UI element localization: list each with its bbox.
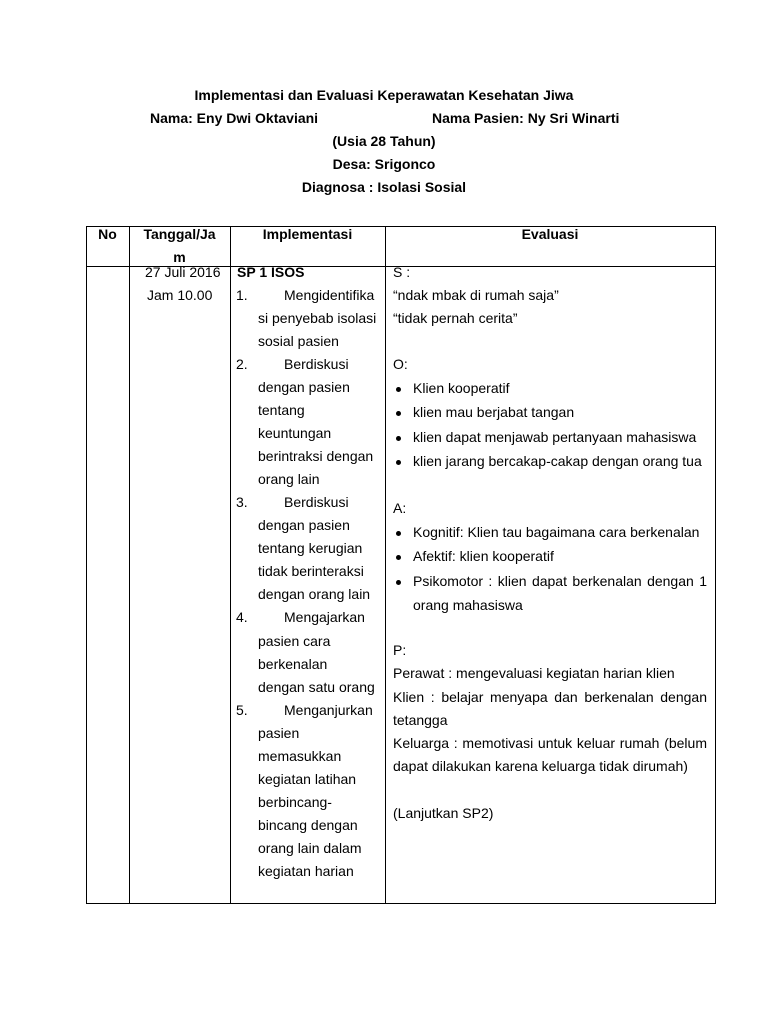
plan-line: dapat dilakukan karena keluarga tidak dirumah) — [393, 758, 688, 774]
list-item — [236, 491, 381, 606]
list-item-line: berbincang- — [258, 793, 332, 810]
list-item-line: kegiatan latihan — [258, 770, 357, 787]
header-tanggal-line: Tanggal/Ja — [143, 226, 216, 242]
list-item-line: tidak berinteraksi — [258, 563, 364, 580]
bullet-icon — [396, 411, 401, 416]
list-item-line: berintraksi dengan — [258, 448, 374, 465]
page-title: Implementasi dan Evaluasi Keperawatan Kesehatan Jiwa — [194, 87, 574, 103]
plan-label: P: — [393, 642, 407, 658]
assessment-bullet-continuation: orang mahasiswa — [413, 597, 523, 613]
list-item-line: keuntungan — [258, 425, 332, 442]
bullet-icon — [396, 580, 401, 585]
implementasi-heading: SP 1 ISOS — [237, 264, 305, 280]
bullet-text: Psikomotor : klien dapat berkenalan dengan 1 — [413, 573, 707, 589]
list-item-line: kegiatan harian — [258, 862, 354, 879]
time-text: Jam 10.00 — [147, 287, 213, 303]
list-item-line: sosial pasien — [258, 333, 339, 350]
header-evaluasi: Evaluasi — [521, 226, 579, 242]
patient-name: Nama Pasien: Ny Sri Winarti — [432, 110, 620, 126]
list-item-line: Menganjurkan — [284, 701, 373, 718]
header-implementasi: Implementasi — [262, 226, 353, 242]
list-item-line: Berdiskusi — [284, 494, 349, 511]
bullet-text: Kognitif: Klien tau bagaimana cara berkenalan — [413, 524, 700, 540]
patient-age: (Usia 28 Tahun) — [332, 133, 436, 149]
village: Desa: Srigonco — [332, 156, 436, 172]
assessment-label: A: — [393, 500, 407, 516]
list-number: 5. — [236, 701, 248, 718]
plan-line: Perawat : mengevaluasi kegiatan harian klien — [393, 665, 675, 681]
assessment-bullet — [413, 570, 707, 593]
subjective-line: “tidak pernah cerita” — [393, 310, 518, 326]
list-item-line: dengan satu orang — [258, 678, 375, 695]
bullet-icon — [396, 387, 401, 392]
list-item-line: orang lain dalam — [258, 839, 362, 856]
list-item-line: Mengidentifika — [284, 287, 375, 304]
list-number: 1. — [236, 287, 248, 304]
header-tanggal-line: m — [173, 249, 186, 265]
list-item-line: tentang kerugian — [258, 540, 363, 557]
continuation-note: (Lanjutkan SP2) — [393, 805, 494, 821]
column-divider — [230, 226, 231, 904]
bullet-icon — [396, 436, 401, 441]
bullet-icon — [396, 555, 401, 560]
objective-bullet — [413, 401, 574, 424]
objective-bullet — [413, 377, 510, 400]
bullet-text: klien jarang bercakap-cakap dengan orang tua — [413, 453, 702, 469]
list-item — [236, 353, 381, 491]
subjective-label: S : — [393, 264, 411, 280]
list-item — [236, 699, 381, 883]
list-number: 3. — [236, 494, 248, 511]
list-item-line: dengan orang lain — [258, 586, 371, 603]
plan-line: Keluarga : memotivasi untuk keluar rumah (belum — [393, 735, 707, 751]
diagnosis: Diagnosa : Isolasi Sosial — [301, 179, 467, 195]
list-item-line: pasien — [258, 724, 300, 741]
assessment-bullet — [413, 545, 554, 568]
list-item-line: berkenalan — [258, 655, 328, 672]
implementasi-cell — [236, 261, 381, 883]
list-item-line: dengan pasien — [258, 517, 350, 534]
plan-line: tetangga — [393, 712, 448, 728]
bullet-text: klien dapat menjawab pertanyaan mahasiswa — [413, 429, 697, 445]
bullet-text: Klien kooperatif — [413, 380, 510, 396]
column-divider — [129, 226, 130, 904]
header-no: No — [98, 226, 117, 242]
objective-bullet — [413, 450, 702, 473]
list-item-line: dengan pasien — [258, 379, 350, 396]
list-item-line: memasukkan — [258, 747, 342, 764]
bullet-icon — [396, 460, 401, 465]
list-number: 4. — [236, 609, 248, 626]
subjective-line: “ndak mbak di rumah saja” — [393, 287, 559, 303]
list-item-line: si penyebab isolasi — [258, 310, 377, 327]
list-number: 2. — [236, 356, 248, 373]
list-item-line: Berdiskusi — [284, 356, 349, 373]
list-item-line: tentang — [258, 402, 305, 419]
objective-label: O: — [393, 356, 408, 372]
bullet-icon — [396, 531, 401, 536]
list-item-line: Mengajarkan — [284, 609, 365, 626]
column-divider — [385, 226, 386, 904]
assessment-bullet — [413, 521, 699, 544]
bullet-text: klien mau berjabat tangan — [413, 404, 575, 420]
list-item — [236, 606, 381, 698]
evaluasi-cell — [393, 0, 707, 1024]
objective-bullet — [413, 426, 696, 449]
date-text: 27 Juli 2016 — [145, 264, 221, 280]
bullet-text: Afektif: klien kooperatif — [413, 548, 554, 564]
list-item — [236, 284, 381, 353]
plan-line: Klien : belajar menyapa dan berkenalan dengan — [393, 689, 707, 705]
list-item-line: pasien cara — [258, 632, 331, 649]
nurse-name: Nama: Eny Dwi Oktaviani — [150, 110, 319, 126]
list-item-line: orang lain — [258, 471, 320, 488]
list-item-line: bincang dengan — [258, 816, 358, 833]
